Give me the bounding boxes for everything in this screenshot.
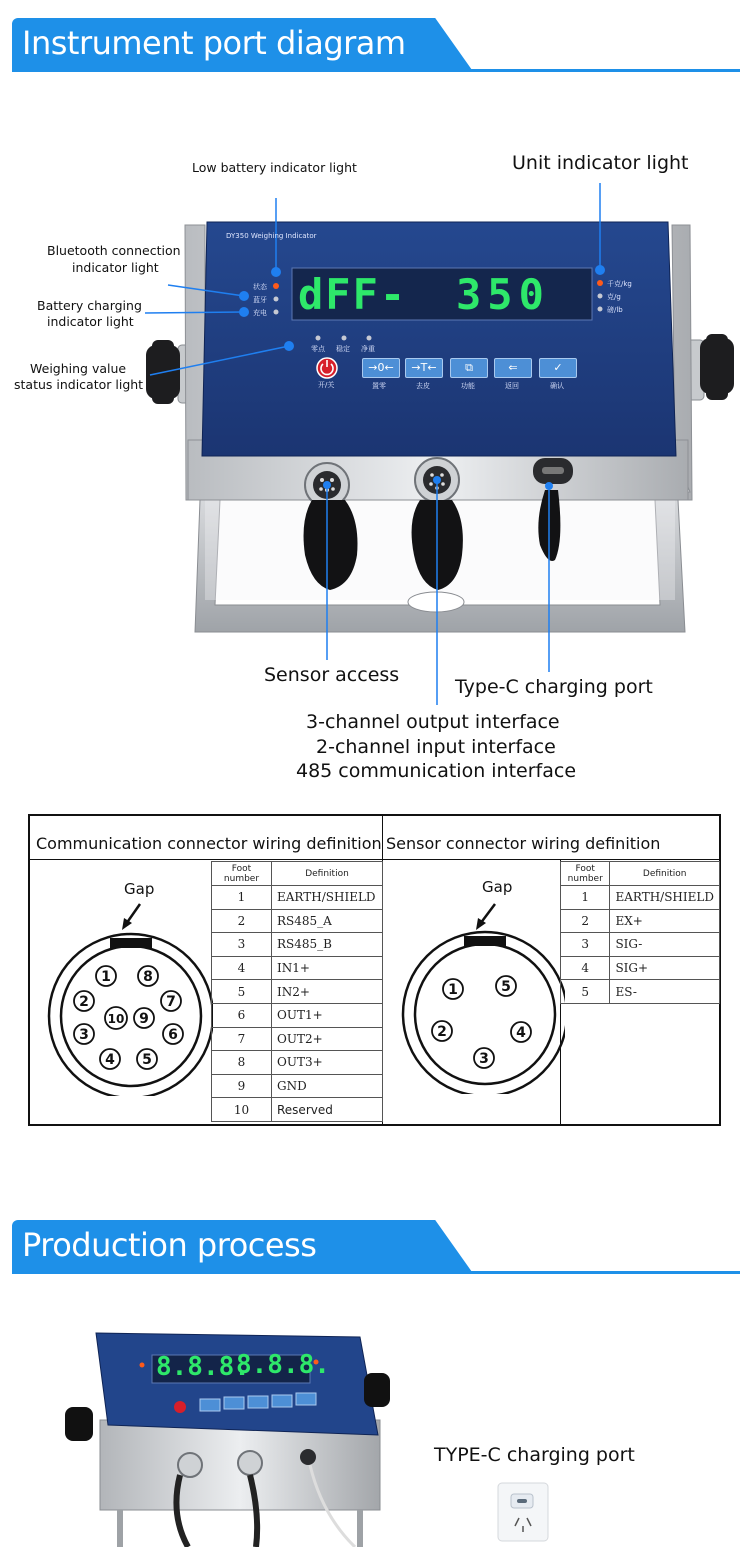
section-title: Production process xyxy=(22,1226,317,1264)
callout-charging-2: indicator light xyxy=(47,314,134,329)
callout-unit: Unit indicator light xyxy=(512,152,689,174)
col-foot-number: Foot number xyxy=(212,862,272,886)
comm-pin-4-marker: 4 xyxy=(105,1052,115,1068)
typec-caption: TYPE-C charging port xyxy=(434,1444,635,1466)
callout-comm-2: 2-channel input interface xyxy=(316,736,556,758)
col-definition: Definition xyxy=(272,862,383,886)
callout-low-battery: Low battery indicator light xyxy=(192,160,357,175)
table-row: 5 ES- xyxy=(561,980,720,1004)
callout-typec: Type-C charging port xyxy=(455,676,653,698)
comm-pin-6-marker: 6 xyxy=(168,1027,178,1043)
sensor-pin-3-marker: 3 xyxy=(479,1051,489,1067)
col-foot-number: Foot number xyxy=(561,862,610,886)
callout-bluetooth-1: Bluetooth connection xyxy=(47,243,181,258)
sensor-pin-4-marker: 4 xyxy=(516,1025,526,1041)
wiring-definition-table xyxy=(28,814,721,1126)
device-model-label: DY350 Weighing Indicator xyxy=(226,232,317,240)
table-row: 3 SIG- xyxy=(561,933,720,957)
table-row: 1 EARTH/SHIELD xyxy=(561,886,720,910)
comm-gap-label: Gap xyxy=(124,880,155,898)
comm-pin-table xyxy=(211,861,383,1122)
comm-pin-8-marker: 8 xyxy=(143,969,153,985)
wall-socket-icon xyxy=(497,1482,549,1542)
process-display-right: 8.8.8. xyxy=(236,1350,330,1380)
section-title: Instrument port diagram xyxy=(22,24,406,62)
callout-comm-1: 3-channel output interface xyxy=(306,711,560,733)
comm-pin-7-marker: 7 xyxy=(166,994,176,1010)
callout-sensor-access: Sensor access xyxy=(264,664,400,686)
led-label-lb: 磅/lb xyxy=(607,306,623,314)
zero-key[interactable]: →0← xyxy=(362,358,400,378)
function-key-label: 功能 xyxy=(461,382,475,390)
table-row: 9 GND xyxy=(212,1074,383,1098)
callout-charging-1: Battery charging xyxy=(37,298,142,313)
process-display-left: 8.8.8. xyxy=(156,1352,250,1382)
section-banner-process xyxy=(0,1220,740,1276)
comm-connector-diagram xyxy=(38,896,213,1096)
callout-weighing-1: Weighing value xyxy=(30,361,127,376)
back-key-label: 返回 xyxy=(505,382,519,390)
banner-rule xyxy=(12,1271,740,1274)
table-row: 8 OUT3+ xyxy=(212,1051,383,1075)
callout-comm-3: 485 communication interface xyxy=(296,760,577,782)
comm-pin-3-marker: 3 xyxy=(79,1027,89,1043)
table-row: 1 EARTH/SHIELD xyxy=(212,886,383,910)
comm-pin-10-marker: 10 xyxy=(107,1012,125,1026)
back-key[interactable]: ⇐ xyxy=(494,358,532,378)
sensor-pin-2-marker: 2 xyxy=(437,1024,447,1040)
led-label-charging: 充电 xyxy=(253,309,267,317)
led-label-kg: 千克/kg xyxy=(607,280,632,288)
sensor-pin-1-marker: 1 xyxy=(448,982,458,998)
led-label-bluetooth: 蓝牙 xyxy=(253,296,267,304)
zero-key-label: 置零 xyxy=(372,382,386,390)
table-row: 3 RS485_B xyxy=(212,933,383,957)
function-key[interactable]: ⧉ xyxy=(450,358,488,378)
confirm-key[interactable]: ✓ xyxy=(539,358,577,378)
table-row: 2 EX+ xyxy=(561,909,720,933)
power-label: 开/关 xyxy=(318,381,335,389)
table-row: 4 SIG+ xyxy=(561,956,720,980)
table-row: 4 IN1+ xyxy=(212,956,383,980)
led-label-zero: 零点 xyxy=(311,345,325,353)
sensor-connector-diagram xyxy=(390,894,565,1094)
comm-pin-9-marker: 9 xyxy=(139,1011,149,1027)
comm-pin-1-marker: 1 xyxy=(101,969,111,985)
led-label-net: 净重 xyxy=(361,345,375,353)
tare-key[interactable]: →T← xyxy=(405,358,443,378)
table-row: 6 OUT1+ xyxy=(212,1003,383,1027)
table-header-divider xyxy=(30,859,719,860)
led-label-stable: 稳定 xyxy=(336,345,350,353)
table-row: 5 IN2+ xyxy=(212,980,383,1004)
display-left-digits: dFF- xyxy=(298,270,408,319)
comm-pin-5-marker: 5 xyxy=(142,1052,152,1068)
callout-weighing-2: status indicator light xyxy=(14,377,144,392)
col-definition: Definition xyxy=(610,862,720,886)
comm-connector-title: Communication connector wiring definition xyxy=(36,834,382,853)
sensor-pin-table xyxy=(560,861,720,1004)
display-right-digits: 350 xyxy=(456,270,550,319)
led-label-status: 状态 xyxy=(253,283,267,291)
comm-pin-2-marker: 2 xyxy=(79,994,89,1010)
table-row: 10 Reserved xyxy=(212,1098,383,1122)
led-label-g: 克/g xyxy=(607,293,621,301)
confirm-key-label: 确认 xyxy=(550,382,564,390)
sensor-gap-label: Gap xyxy=(482,878,513,896)
callout-bluetooth-2: indicator light xyxy=(72,260,159,275)
tare-key-label: 去皮 xyxy=(416,382,430,390)
sensor-pin-5-marker: 5 xyxy=(501,979,511,995)
table-row: 2 RS485_A xyxy=(212,909,383,933)
sensor-connector-title: Sensor connector wiring definition xyxy=(386,834,661,853)
table-row: 7 OUT2+ xyxy=(212,1027,383,1051)
